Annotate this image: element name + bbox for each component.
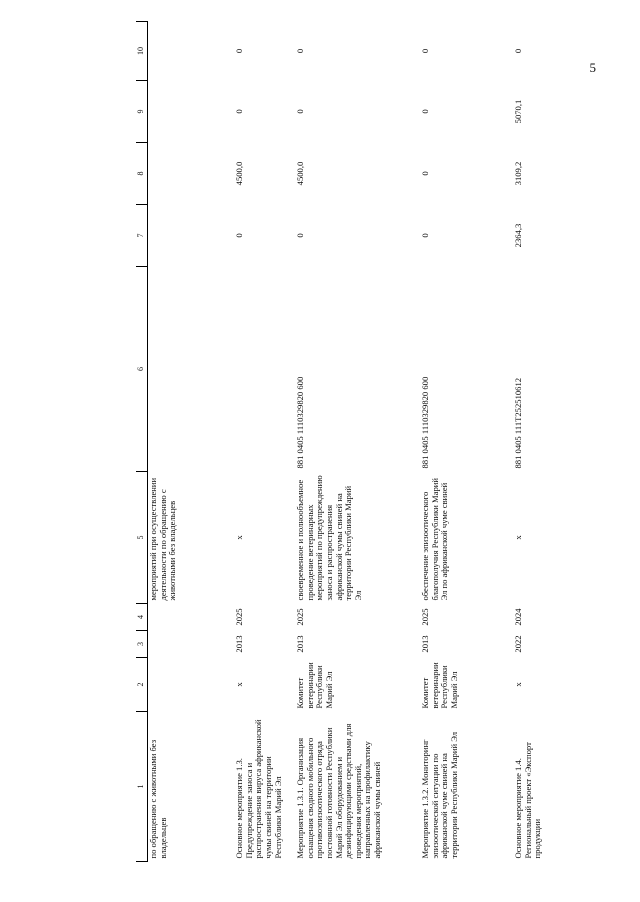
cell-value-8: 3109,2 (513, 161, 523, 186)
table-row (295, 22, 420, 862)
table-row (513, 22, 594, 862)
cell-value-8: 4500,0 (234, 161, 244, 186)
cell-value-10: 0 (234, 48, 244, 54)
cell-value-9: 0 (420, 109, 430, 114)
cell-result: своевременное и полнообъемное проведение ветеринарных мероприятий по предупреждению заноса и распространения африканской чумы свиней на территории Республики Марий Эл (295, 475, 363, 601)
table-row (420, 22, 513, 862)
col-header-4: 4 (136, 604, 148, 631)
cell-measure: Мероприятие 1.3.2. Мониторинг эпизоотической ситуации по африканской чуме свиней на территории Республики Марий Эл (420, 731, 459, 859)
cell-start-year: 2022 (513, 635, 523, 653)
table-row (234, 22, 295, 862)
col-header-1: 1 (136, 712, 148, 862)
cell-end-year: 2024 (513, 608, 523, 626)
cell-value-9: 0 (295, 109, 305, 114)
col-header-3: 3 (136, 631, 148, 658)
program-table (136, 21, 594, 862)
cell-value-8: 4500,0 (295, 161, 305, 186)
cell-value-9: 5070,1 (513, 99, 523, 124)
col-header-7: 7 (136, 205, 148, 267)
cell-measure: Мероприятие 1.3.1. Организация оснащения сводного мобильного противоэпизоотического отряда постоянной готовности Республики Марий Эл оборудованием и дезинфицирующими средствами для проведения мероприятий, направленных на профилактику африканской чумы свиней (295, 723, 382, 859)
col-header-8: 8 (136, 143, 148, 205)
cell-value-10: 0 (420, 48, 430, 54)
cell-value-10 (148, 22, 235, 81)
col-header-6: 6 (136, 267, 148, 472)
cell-budget-code: 881 0405 111Т252510612 (513, 377, 523, 469)
cell-end-year: 2025 (234, 608, 244, 626)
cell-value-10: 0 (295, 48, 305, 54)
cell-start-year: 2013 (420, 635, 430, 653)
table-header (136, 22, 148, 862)
cell-executor: х (513, 682, 523, 687)
table-row (148, 22, 235, 862)
cell-executor: Комитет ветеринарии Республики Марий Эл (295, 662, 334, 709)
page-number: 5 (589, 60, 596, 75)
cell-value-7: 0 (295, 233, 305, 238)
cell-executor: х (234, 682, 244, 687)
cell-result: х (513, 535, 523, 540)
cell-executor (148, 658, 235, 712)
cell-value-7 (148, 205, 235, 267)
cell-end-year (148, 604, 235, 631)
cell-budget-code (148, 267, 235, 472)
cell-value-8 (148, 143, 235, 205)
cell-start-year: 2013 (234, 635, 244, 653)
cell-value-9: 0 (234, 109, 244, 114)
cell-budget-code: 881 0405 1110329820 600 (295, 376, 305, 469)
col-header-9: 9 (136, 81, 148, 143)
cell-start-year: 2013 (295, 635, 305, 653)
cell-value-8: 0 (420, 171, 430, 176)
cell-value-7: 0 (234, 233, 244, 238)
cell-budget-code: 881 0405 1110329820 600 (420, 376, 430, 469)
cell-measure: Основное мероприятие 1.3. Предупреждение заноса и распространения вируса африканской чумы свиней на территории Республики Марий Эл (234, 719, 283, 859)
rotated-table-container (136, 22, 606, 862)
cell-start-year (148, 631, 235, 658)
cell-measure: по обращению с животными без владельцев (148, 739, 168, 859)
cell-value-7: 2364,3 (513, 223, 523, 248)
cell-result: х (234, 535, 244, 540)
col-header-5: 5 (136, 472, 148, 604)
col-header-10: 10 (136, 22, 148, 81)
cell-value-7: 0 (420, 233, 430, 238)
cell-value-9 (148, 81, 235, 143)
cell-measure: Основное мероприятие 1.4. Региональный проект «Экспорт продукции (513, 742, 543, 859)
cell-result: обеспечение эпизоотического благополучия Республики Марий Эл по африканской чуме свиней (420, 478, 450, 601)
cell-end-year: 2025 (420, 608, 430, 626)
cell-budget-code (234, 267, 295, 472)
cell-value-10: 0 (513, 48, 523, 54)
cell-result: мероприятий при осуществлении деятельности по обращению с животными без владельцев (148, 477, 178, 601)
col-header-2: 2 (136, 658, 148, 712)
cell-executor: Комитет ветеринарии Республики Марий Эл (420, 662, 459, 709)
cell-end-year: 2025 (295, 608, 305, 626)
